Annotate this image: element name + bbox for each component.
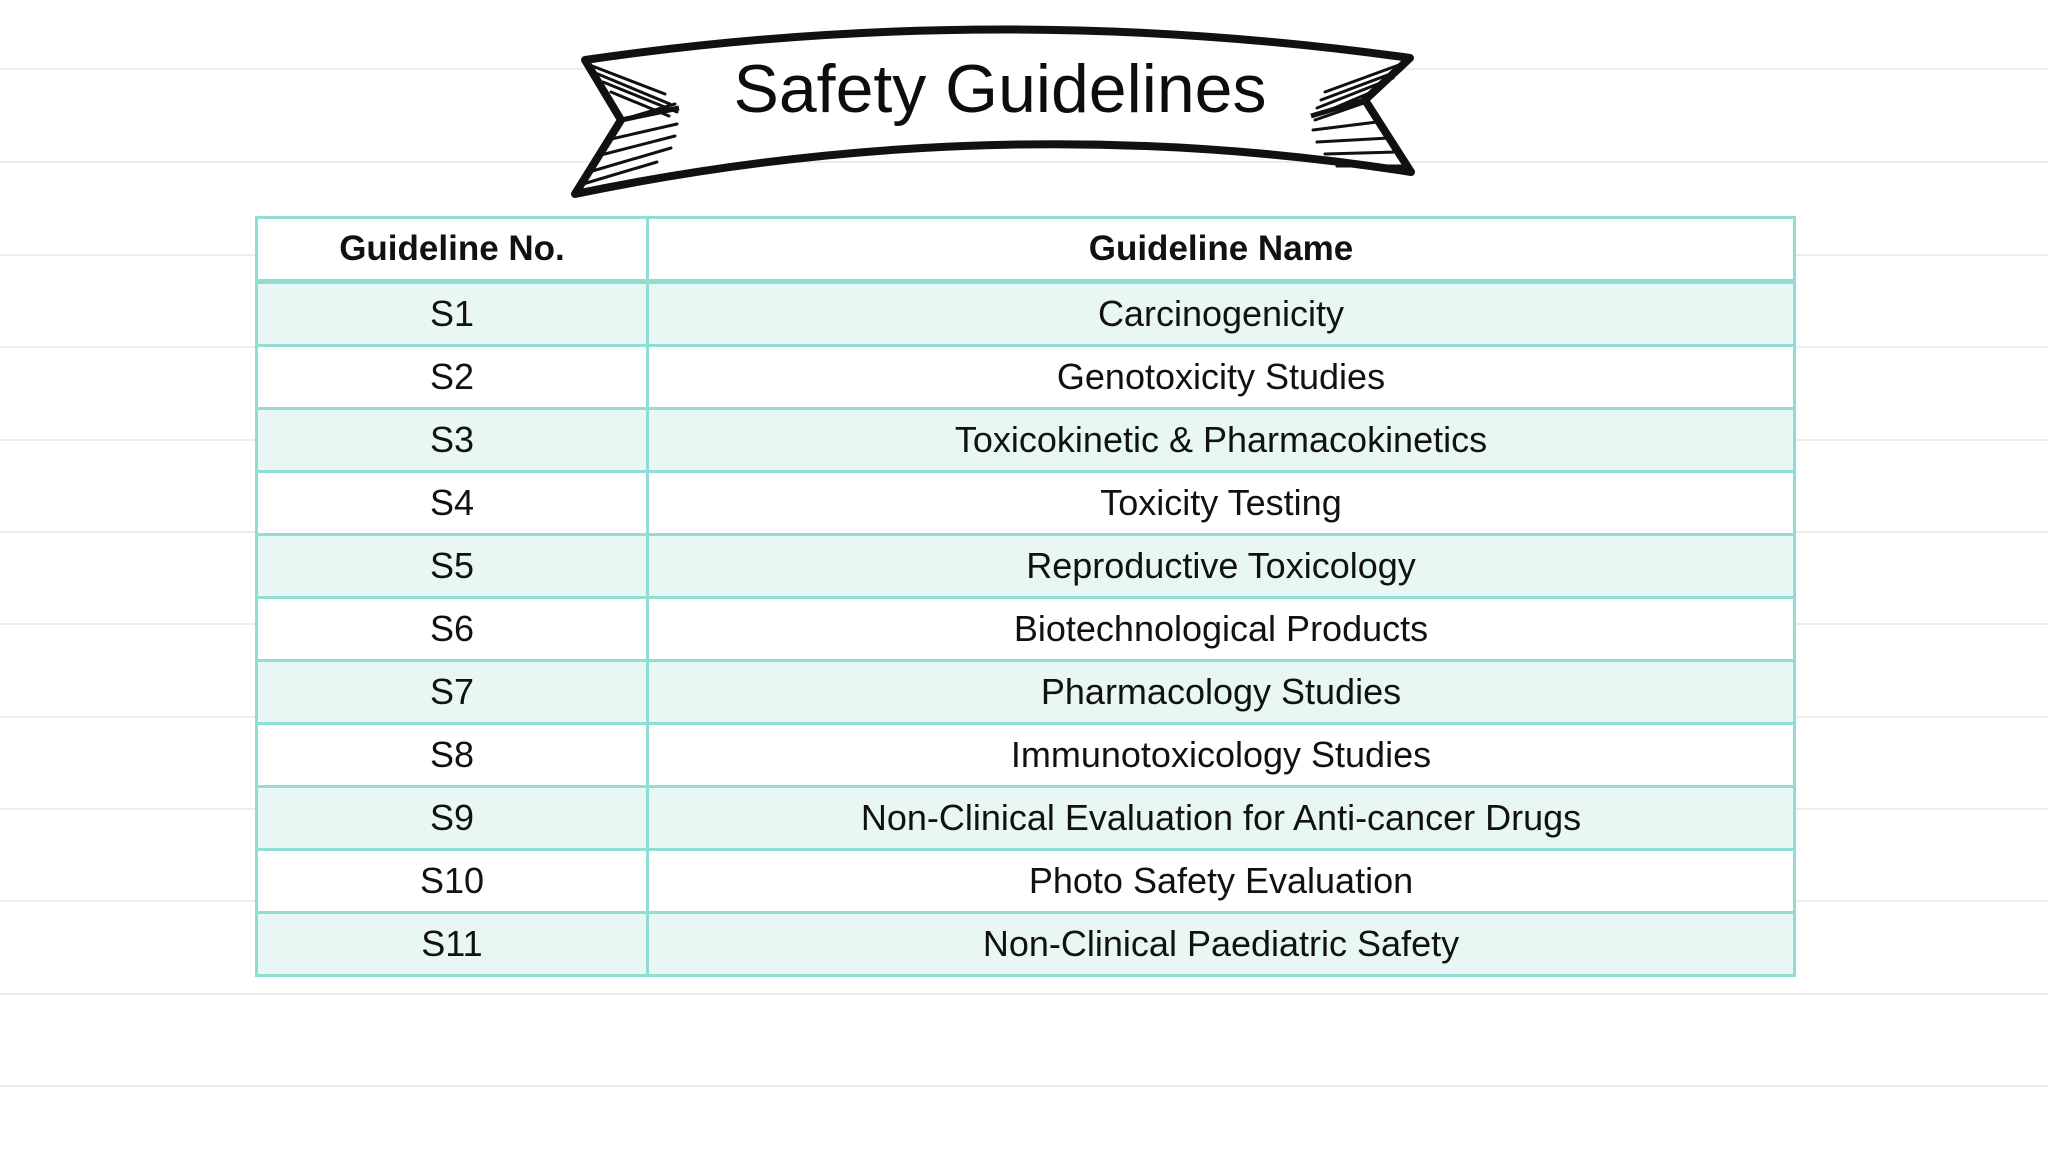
- table-row: [257, 535, 1795, 598]
- guideline-name-cell: Pharmacology Studies: [648, 661, 1795, 724]
- guideline-no-cell: S10: [257, 850, 648, 913]
- table-row: [257, 913, 1795, 976]
- guideline-name-cell: Toxicity Testing: [648, 472, 1795, 535]
- page-title: Safety Guidelines: [733, 51, 1267, 127]
- table-row: [257, 598, 1795, 661]
- table-row: [257, 346, 1795, 409]
- guideline-no-cell: S1: [257, 282, 648, 346]
- guideline-name-cell: Non-Clinical Paediatric Safety: [648, 913, 1795, 976]
- guideline-name-cell: Toxicokinetic & Pharmacokinetics: [648, 409, 1795, 472]
- guideline-name-cell: Biotechnological Products: [648, 598, 1795, 661]
- guideline-no-cell: S8: [257, 724, 648, 787]
- guideline-name-cell: Genotoxicity Studies: [648, 346, 1795, 409]
- table-row: [257, 724, 1795, 787]
- table-row: [257, 409, 1795, 472]
- guideline-name-cell: Reproductive Toxicology: [648, 535, 1795, 598]
- guideline-no-cell: S3: [257, 409, 648, 472]
- table-row: [257, 787, 1795, 850]
- guideline-no-cell: S6: [257, 598, 648, 661]
- guideline-name-cell: Photo Safety Evaluation: [648, 850, 1795, 913]
- title-banner: [545, 12, 1445, 208]
- guideline-name-cell: Carcinogenicity: [648, 282, 1795, 346]
- guideline-name-cell: Immunotoxicology Studies: [648, 724, 1795, 787]
- ruled-line: [0, 993, 2048, 995]
- guideline-no-cell: S5: [257, 535, 648, 598]
- column-header-guideline-no: Guideline No.: [257, 218, 648, 282]
- guideline-no-cell: S4: [257, 472, 648, 535]
- guideline-no-cell: S2: [257, 346, 648, 409]
- guideline-no-cell: S9: [257, 787, 648, 850]
- table-row: [257, 282, 1795, 346]
- guideline-no-cell: S7: [257, 661, 648, 724]
- table-row: [257, 850, 1795, 913]
- guideline-no-cell: S11: [257, 913, 648, 976]
- table-row: [257, 472, 1795, 535]
- ruled-line: [0, 1085, 2048, 1087]
- table-header-row: [257, 218, 1795, 282]
- column-header-guideline-name: Guideline Name: [648, 218, 1795, 282]
- guideline-name-cell: Non-Clinical Evaluation for Anti-cancer Drugs: [648, 787, 1795, 850]
- guidelines-table: [255, 216, 1796, 977]
- table-row: [257, 661, 1795, 724]
